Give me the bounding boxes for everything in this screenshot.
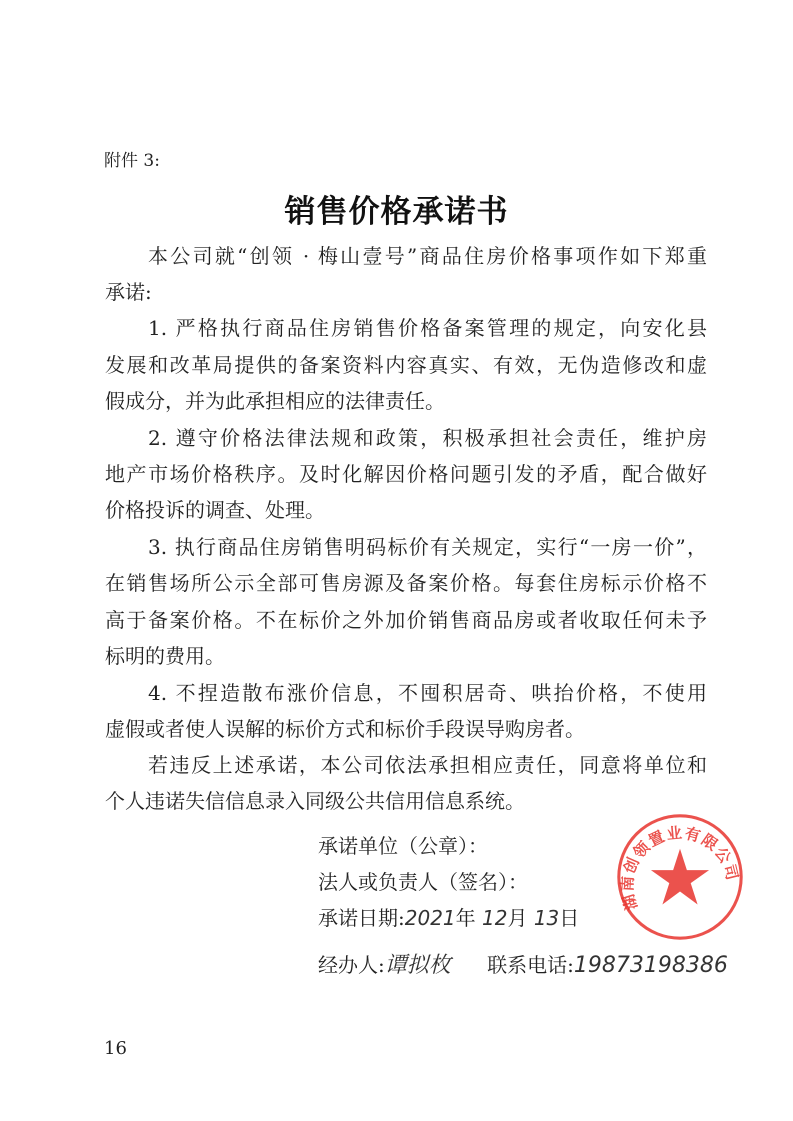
page-number: 16: [104, 1038, 127, 1059]
day-char: 日: [559, 906, 580, 930]
month-char: 月: [507, 906, 528, 930]
paragraph-line: 个人违诺失信信息录入同级公共信用信息系统。: [105, 789, 525, 813]
paragraph-line: 2. 遵守价格法律法规和政策，积极承担社会责任，维护房: [148, 426, 707, 450]
promise-date: [318, 905, 579, 931]
paragraph-line: 1. 严格执行商品住房销售价格备案管理的规定，向安化县: [148, 316, 707, 340]
paragraph-line: 在销售场所公示全部可售房源及备案价格。每套住房标示价格不: [105, 571, 707, 595]
paragraph-line: 3. 执行商品住房销售明码标价有关规定，实行“一房一价”，: [148, 535, 707, 559]
date-label: 承诺日期:: [318, 906, 405, 930]
star-icon: [651, 849, 709, 905]
legal-person-label: 法人或负责人（签名）：: [318, 870, 528, 894]
attachment-label: 附件 3:: [104, 151, 160, 171]
svg-text:湖南创领置业有限公司: 湖南创领置业有限公司: [618, 823, 742, 913]
date-year: 2021: [404, 906, 456, 930]
paragraph-line: 虚假或者使人误解的标价方式和标价手段误导购房者。: [105, 717, 585, 741]
year-char: 年: [455, 906, 476, 930]
paragraph-line: 地产市场价格秩序。及时化解因价格问题引发的矛盾，配合做好: [105, 462, 707, 486]
paragraph-line: 假成分，并为此承担相应的法律责任。: [105, 389, 445, 413]
paragraph-line: 若违反上述承诺，本公司依法承担相应责任，同意将单位和: [148, 753, 707, 777]
paragraph-line: 4. 不捏造散布涨价信息，不囤积居奇、哄抬价格，不使用: [148, 681, 707, 705]
paragraph-line: 高于备案价格。不在标价之外加价销售商品房或者收取任何未予: [105, 608, 707, 632]
handler-signature: 谭拟枚: [384, 953, 451, 978]
phone-label: 联系电话:: [487, 953, 574, 977]
paragraph-line: 承诺:: [105, 280, 152, 304]
paragraph-line: 发展和改革局提供的备案资料内容真实、有效，无伪造修改和虚: [105, 353, 707, 377]
phone-number: 19873198386: [573, 953, 728, 978]
paragraph-line: 价格投诉的调查、处理。: [105, 498, 325, 522]
document-title: 销售价格承诺书: [284, 194, 509, 230]
handler-row: [318, 952, 728, 979]
date-day: 13: [533, 906, 560, 930]
company-seal: [615, 812, 745, 942]
handler-label: 经办人:: [318, 953, 385, 977]
date-month: 12: [482, 906, 508, 930]
paragraph-line: 本公司就“创领 · 梅山壹号”商品住房价格事项作如下郑重: [148, 244, 707, 268]
promise-unit-label: 承诺单位（公章）：: [318, 834, 488, 858]
paragraph-line: 标明的费用。: [105, 644, 225, 668]
